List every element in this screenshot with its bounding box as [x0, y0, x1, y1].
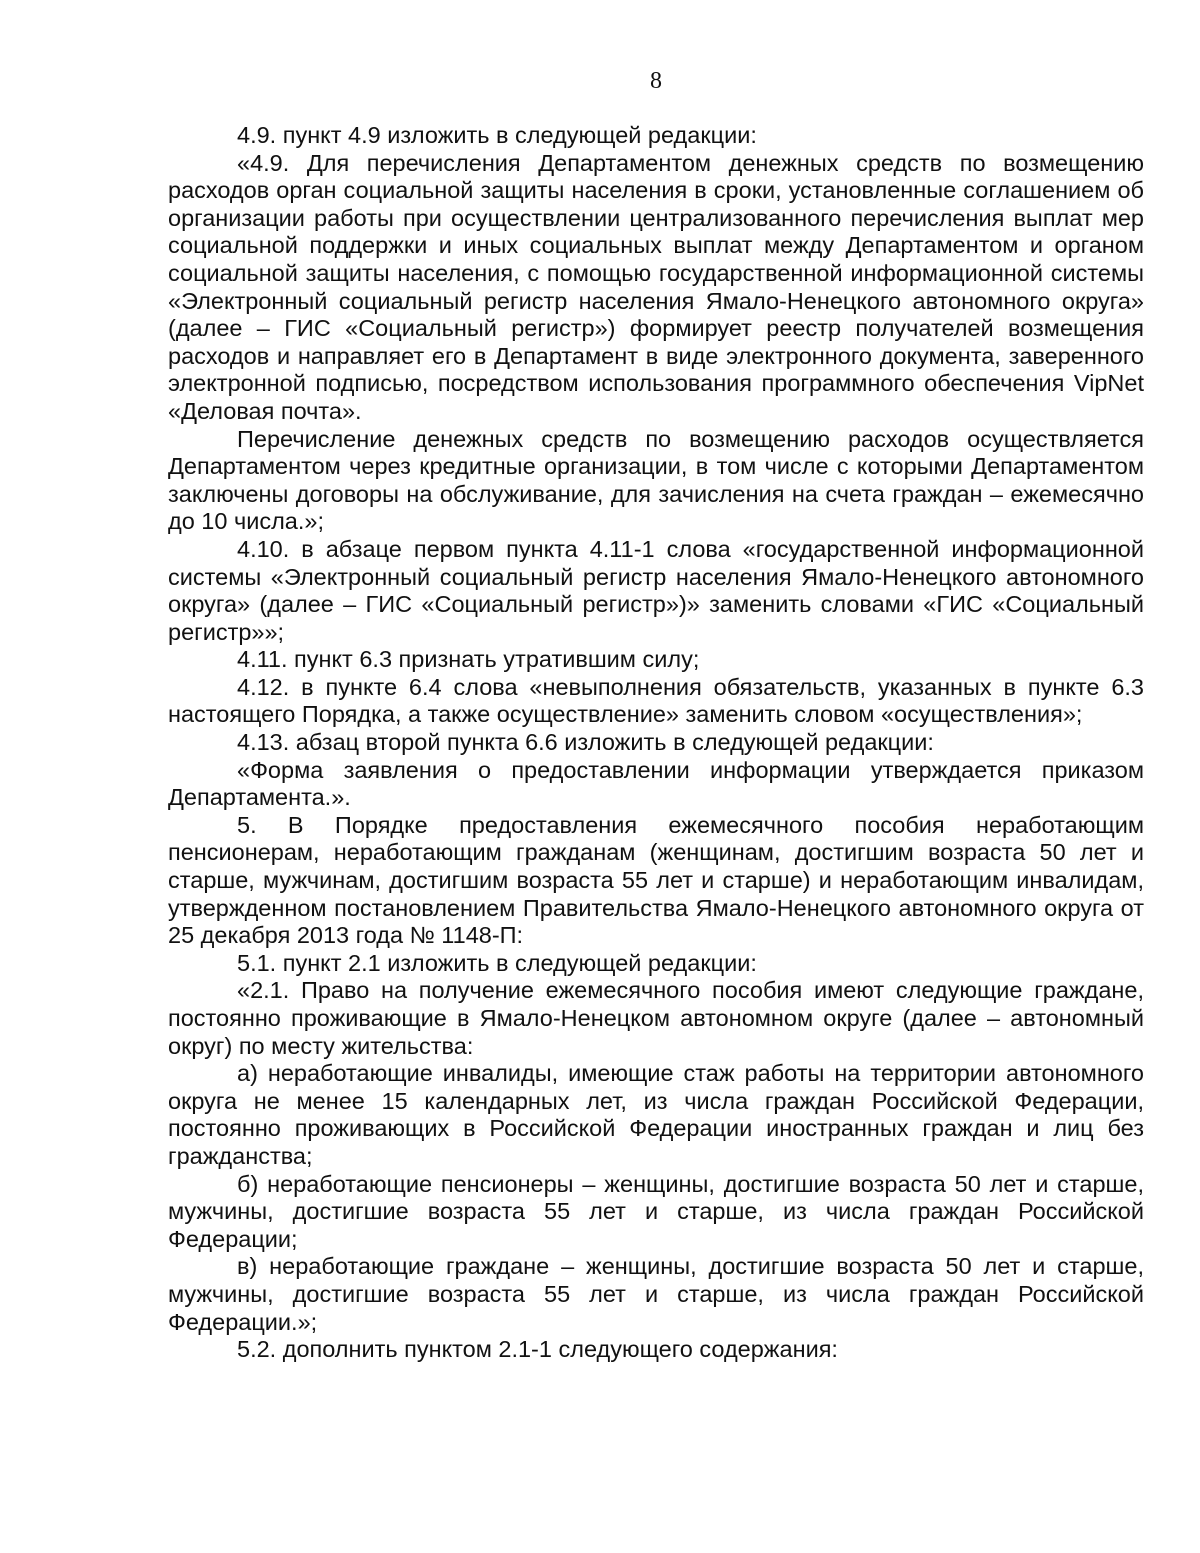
paragraph: в) неработающие граждане – женщины, достигшие возраста 50 лет и старше, мужчины, достигшие возраста 55 лет и старше, из числа граждан Российской Федерации.»;: [168, 1253, 1144, 1335]
paragraph: «Форма заявления о предоставлении информации утверждается приказом Департамента.».: [168, 756, 1144, 811]
paragraph: Перечисление денежных средств по возмещению расходов осуществляется Департаментом через кредитные организации, в том числе с которыми Департаментом заключены договоры на обслуживание, для зачисления на счета граждан – ежемесячно до 10 числа.»;: [168, 425, 1144, 535]
page-number: 8: [650, 68, 662, 94]
paragraph: 4.13. абзац второй пункта 6.6 изложить в следующей редакции:: [237, 729, 934, 756]
paragraph: 4.11. пункт 6.3 признать утратившим силу;: [237, 646, 700, 673]
paragraph: а) неработающие инвалиды, имеющие стаж работы на территории автономного округа не менее 15 календарных лет, из числа граждан Российской Федерации, постоянно проживающих в Российской Федерации иностранных граждан и лиц без гражданства;: [168, 1060, 1144, 1169]
paragraph: 5.1. пункт 2.1 изложить в следующей редакции:: [237, 949, 757, 976]
document-body: [168, 122, 1144, 1364]
paragraph: «2.1. Право на получение ежемесячного пособия имеют следующие граждане, постоянно проживающие в Ямало-Ненецком автономном округе (далее – автономный округ) по месту жительства:: [168, 977, 1144, 1059]
paragraph: 5. В Порядке предоставления ежемесячного пособия неработающим пенсионерам, неработающим гражданам (женщинам, достигшим возраста 50 лет и старше, мужчинам, достигшим возраста 55 лет и старше) и неработающим инвалидам, утвержденном постановлением Правительства Ямало-Ненецкого автономного округа от 25 декабря 2013 года № 1148-П:: [168, 811, 1144, 949]
paragraph: 4.10. в абзаце первом пункта 4.11-1 слова «государственной информационной системы «Электронный социальный регистр населения Ямало-Ненецкого автономного округа» (далее – ГИС «Социальный регистр»)» заменить словами «ГИС «Социальный регистр»»;: [168, 535, 1144, 645]
paragraph: «4.9. Для перечисления Департаментом денежных средств по возмещению расходов орган социальной защиты населения в сроки, установленные соглашением об организации работы при осуществлении централизованного перечисления выплат мер социальной поддержки и иных социальных выплат между Департаментом и органом социальной защиты населения, с помощью государственной информационной системы «Электронный социальный регистр населения Ямало-Ненецкого автономного округа» (далее – ГИС «Социальный регистр») формирует реестр получателей возмещения расходов и направляет его в Департамент в виде электронного документа, заверенного электронной подписью, посредством использования программного обеспечения VipNet «Деловая почта».: [168, 149, 1144, 424]
paragraph: 4.9. пункт 4.9 изложить в следующей редакции:: [237, 122, 757, 148]
paragraph: 4.12. в пункте 6.4 слова «невыполнения обязательств, указанных в пункте 6.3 настоящего Порядка, а также осуществление» заменить словом «осуществления»;: [168, 673, 1144, 728]
paragraph: 5.2. дополнить пунктом 2.1-1 следующего содержания:: [237, 1336, 838, 1363]
paragraph: б) неработающие пенсионеры – женщины, достигшие возраста 50 лет и старше, мужчины, достигшие возраста 55 лет и старше, из числа граждан Российской Федерации;: [168, 1170, 1144, 1252]
